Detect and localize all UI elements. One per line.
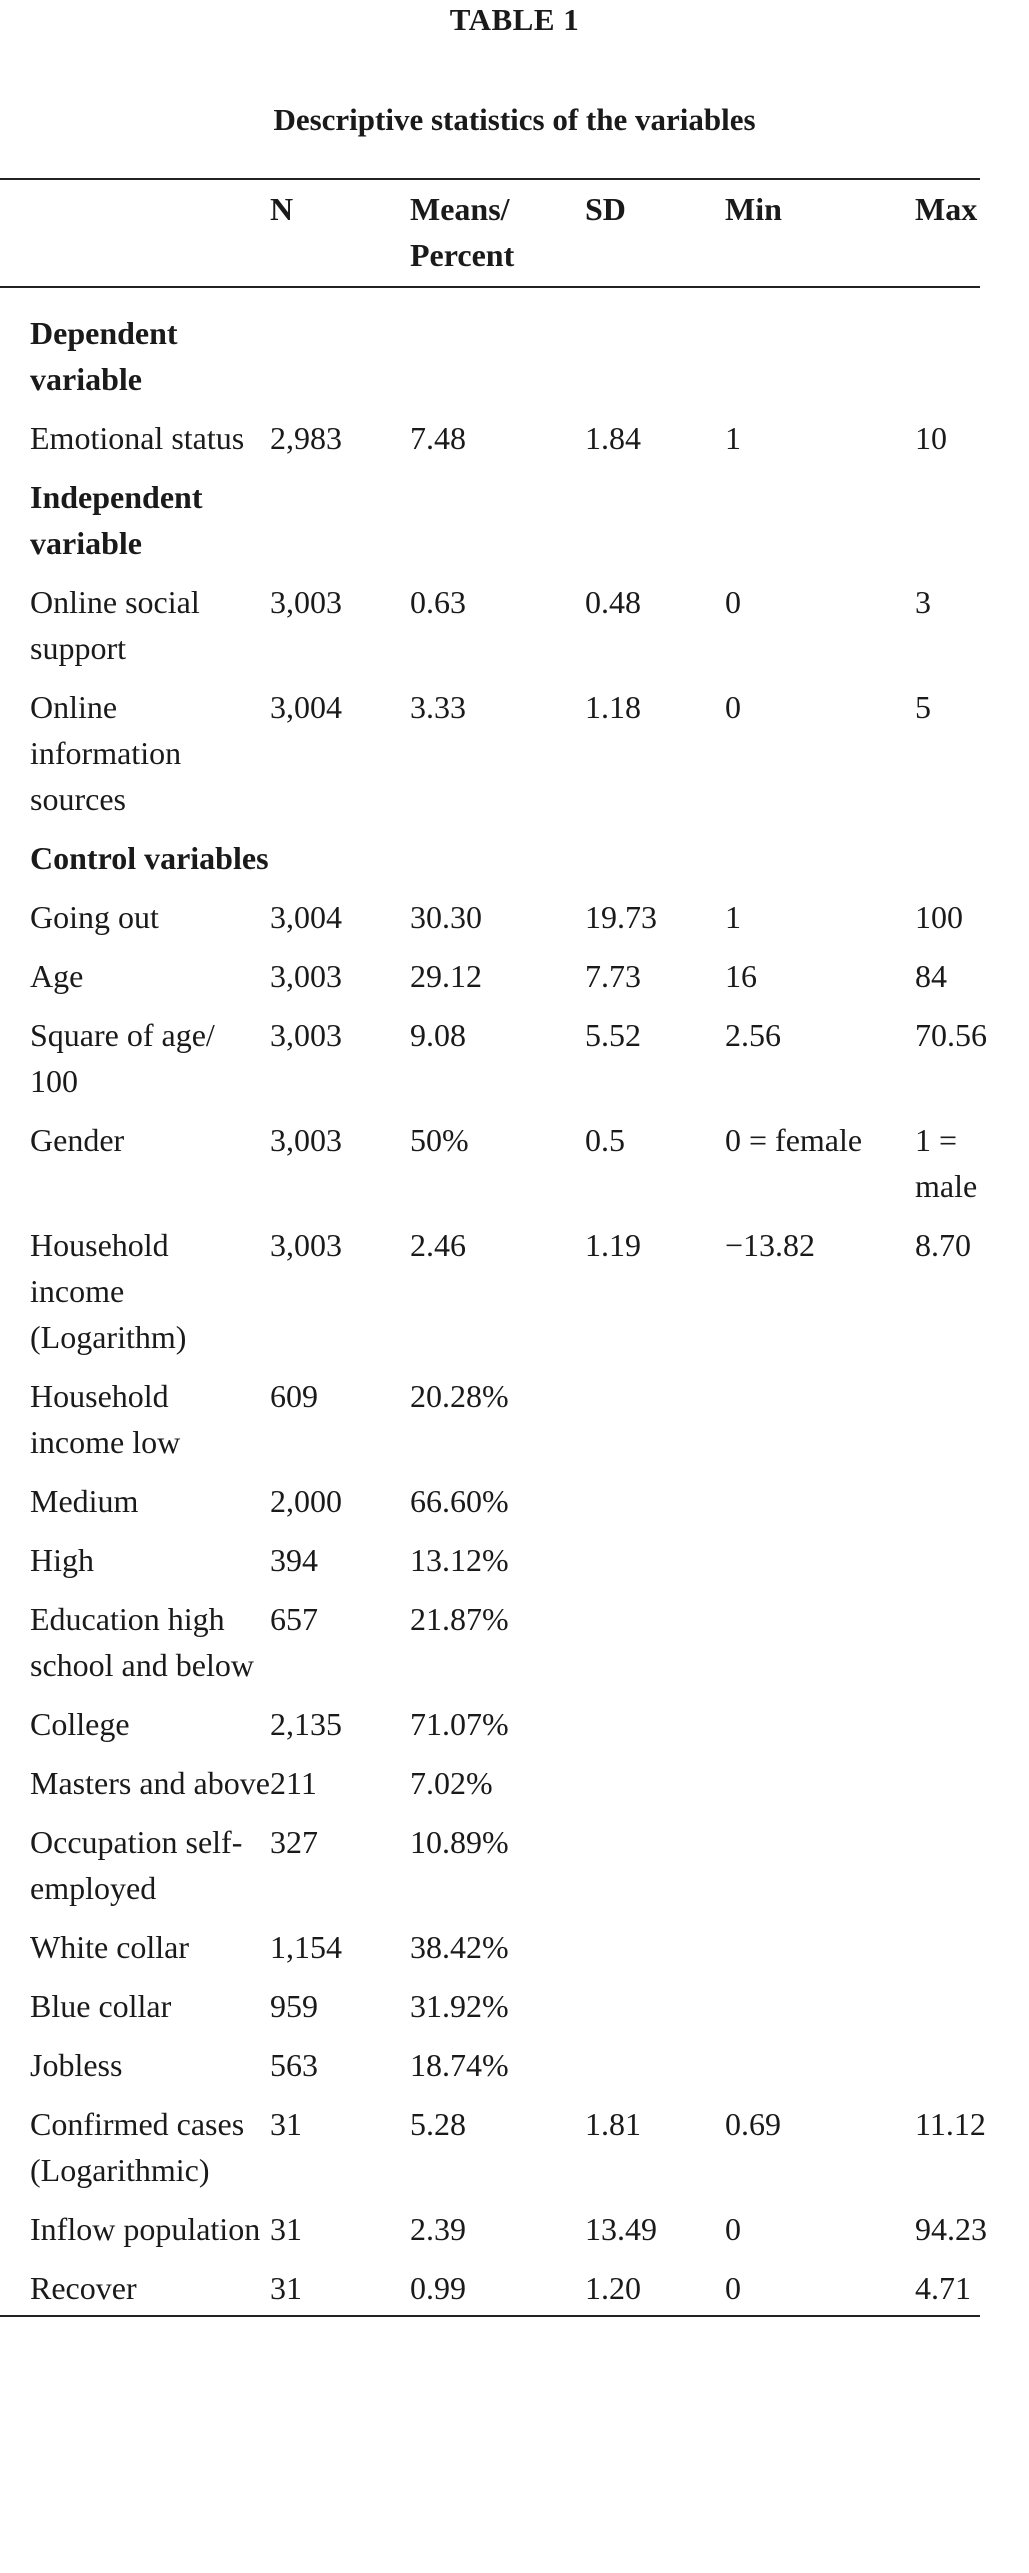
cell-n: 31 bbox=[270, 2106, 302, 2142]
cell-variable: Age bbox=[30, 958, 84, 994]
cell-max: 1 = male bbox=[915, 1122, 978, 1204]
cell-mean: 7.48 bbox=[410, 420, 466, 456]
table-row bbox=[0, 894, 980, 953]
cell-min bbox=[725, 835, 915, 894]
header-cell-n: N bbox=[270, 191, 294, 227]
cell-mean: 30.30 bbox=[410, 899, 482, 935]
cell-mean: 10.89% bbox=[410, 1824, 509, 1860]
cell-mean: 31.92% bbox=[410, 1988, 509, 2024]
section-heading: Control variables bbox=[30, 840, 269, 876]
cell-min bbox=[725, 1701, 915, 1760]
cell-min: 2.56 bbox=[725, 1017, 781, 1053]
cell-max: 84 bbox=[915, 958, 947, 994]
header-cell-variable bbox=[0, 179, 270, 287]
cell-variable: Blue collar bbox=[30, 1988, 172, 2024]
cell-variable: College bbox=[30, 1706, 130, 1742]
cell-mean: 9.08 bbox=[410, 1017, 466, 1053]
cell-max: 70.56 bbox=[915, 1017, 987, 1053]
cell-variable: Online social support bbox=[30, 584, 200, 666]
table-row bbox=[0, 2206, 980, 2265]
cell-max: 100 bbox=[915, 899, 963, 935]
cell-sd bbox=[585, 835, 725, 894]
cell-max bbox=[915, 1478, 980, 1537]
table-label: TABLE 1 bbox=[449, 2, 580, 37]
table-section-row bbox=[0, 835, 980, 894]
cell-n: 3,004 bbox=[270, 899, 342, 935]
cell-n: 3,003 bbox=[270, 958, 342, 994]
cell-n: 211 bbox=[270, 1765, 317, 1801]
cell-min: 16 bbox=[725, 958, 757, 994]
cell-sd bbox=[585, 287, 725, 415]
cell-min bbox=[725, 1819, 915, 1924]
cell-max bbox=[915, 835, 980, 894]
cell-max bbox=[915, 1983, 980, 2042]
cell-min bbox=[725, 474, 915, 579]
cell-variable: Inflow population bbox=[30, 2211, 261, 2247]
cell-mean: 66.60% bbox=[410, 1483, 509, 1519]
cell-variable: Occupation self-employed bbox=[30, 1824, 243, 1906]
cell-sd: 1.20 bbox=[585, 2270, 641, 2306]
header-cell-means: Means/ Percent bbox=[410, 191, 515, 273]
table-header-row bbox=[0, 179, 980, 287]
cell-n bbox=[270, 835, 410, 894]
cell-min: 1 bbox=[725, 420, 741, 456]
cell-min: −13.82 bbox=[725, 1227, 816, 1263]
cell-sd: 0.48 bbox=[585, 584, 641, 620]
cell-min: 0 bbox=[725, 689, 741, 725]
cell-sd bbox=[585, 1760, 725, 1819]
cell-mean: 0.63 bbox=[410, 584, 466, 620]
cell-n: 394 bbox=[270, 1542, 318, 1578]
cell-max: 5 bbox=[915, 689, 931, 725]
cell-max bbox=[915, 287, 980, 415]
cell-min: 0 bbox=[725, 2211, 741, 2247]
cell-max: 10 bbox=[915, 420, 947, 456]
cell-mean bbox=[410, 835, 585, 894]
table-row bbox=[0, 1819, 980, 1924]
cell-mean: 2.39 bbox=[410, 2211, 466, 2247]
cell-mean: 7.02% bbox=[410, 1765, 493, 1801]
section-heading: Dependent variable bbox=[30, 315, 178, 397]
cell-n: 2,000 bbox=[270, 1483, 342, 1519]
cell-sd: 13.49 bbox=[585, 2211, 657, 2247]
statistics-table bbox=[0, 178, 987, 2317]
cell-n: 1,154 bbox=[270, 1929, 342, 1965]
cell-variable: Recover bbox=[30, 2270, 137, 2306]
cell-mean bbox=[410, 474, 585, 579]
cell-min bbox=[725, 1924, 915, 1983]
cell-mean: 50% bbox=[410, 1122, 469, 1158]
cell-max bbox=[915, 1760, 980, 1819]
table-row bbox=[0, 2101, 980, 2206]
cell-min bbox=[725, 1596, 915, 1701]
cell-sd bbox=[585, 1701, 725, 1760]
cell-sd bbox=[585, 1819, 725, 1924]
header-cell-min: Min bbox=[725, 191, 782, 227]
cell-n: 2,135 bbox=[270, 1706, 342, 1742]
cell-max: 3 bbox=[915, 584, 931, 620]
cell-mean: 5.28 bbox=[410, 2106, 466, 2142]
cell-variable: Gender bbox=[30, 1122, 125, 1158]
cell-mean: 21.87% bbox=[410, 1601, 509, 1637]
cell-variable: High bbox=[30, 1542, 94, 1578]
table-row bbox=[0, 1117, 980, 1222]
cell-n: 3,003 bbox=[270, 1227, 342, 1263]
table-section-row bbox=[0, 287, 980, 415]
table-row bbox=[0, 1478, 980, 1537]
cell-sd bbox=[585, 2042, 725, 2101]
cell-min bbox=[725, 287, 915, 415]
cell-variable: Household income (Logarithm) bbox=[30, 1227, 187, 1355]
cell-max bbox=[915, 1373, 980, 1478]
cell-variable: White collar bbox=[30, 1929, 190, 1965]
cell-sd bbox=[585, 1596, 725, 1701]
cell-n: 959 bbox=[270, 1988, 318, 2024]
cell-mean: 29.12 bbox=[410, 958, 482, 994]
cell-n: 2,983 bbox=[270, 420, 342, 456]
header-cell-sd: SD bbox=[585, 191, 626, 227]
section-heading: Independent variable bbox=[30, 479, 203, 561]
table-row bbox=[0, 1701, 980, 1760]
cell-sd bbox=[585, 1478, 725, 1537]
cell-variable: Going out bbox=[30, 899, 159, 935]
table-row bbox=[0, 2042, 980, 2101]
cell-sd bbox=[585, 474, 725, 579]
table-row bbox=[0, 1760, 980, 1819]
cell-min: 0 bbox=[725, 584, 741, 620]
cell-mean bbox=[410, 287, 585, 415]
cell-sd: 0.5 bbox=[585, 1122, 625, 1158]
cell-min bbox=[725, 1373, 915, 1478]
cell-max bbox=[915, 1701, 980, 1760]
cell-sd: 7.73 bbox=[585, 958, 641, 994]
cell-max: 94.23 bbox=[915, 2211, 987, 2247]
cell-sd bbox=[585, 1537, 725, 1596]
cell-max bbox=[915, 1819, 980, 1924]
cell-mean: 71.07% bbox=[410, 1706, 509, 1742]
cell-n bbox=[270, 474, 410, 579]
table-body bbox=[0, 287, 987, 2316]
cell-sd bbox=[585, 1924, 725, 1983]
table-row bbox=[0, 1012, 980, 1117]
table-row bbox=[0, 2265, 980, 2316]
cell-mean: 3.33 bbox=[410, 689, 466, 725]
cell-sd: 1.19 bbox=[585, 1227, 641, 1263]
cell-variable: Masters and above bbox=[30, 1765, 270, 1801]
cell-mean: 2.46 bbox=[410, 1227, 466, 1263]
cell-n: 3,004 bbox=[270, 689, 342, 725]
cell-min bbox=[725, 2042, 915, 2101]
cell-variable: Square of age/ 100 bbox=[30, 1017, 215, 1099]
cell-variable: Medium bbox=[30, 1483, 139, 1519]
cell-n: 31 bbox=[270, 2211, 302, 2247]
cell-sd bbox=[585, 1373, 725, 1478]
table-row bbox=[0, 579, 980, 684]
cell-mean: 0.99 bbox=[410, 2270, 466, 2306]
cell-variable: Confirmed cases (Logarithmic) bbox=[30, 2106, 245, 2188]
cell-sd: 1.18 bbox=[585, 689, 641, 725]
table-row bbox=[0, 684, 980, 835]
cell-max: 11.12 bbox=[915, 2106, 986, 2142]
cell-max bbox=[915, 1596, 980, 1701]
cell-max bbox=[915, 1537, 980, 1596]
table-caption: Descriptive statistics of the variables bbox=[273, 102, 756, 137]
cell-mean: 18.74% bbox=[410, 2047, 509, 2083]
cell-mean: 13.12% bbox=[410, 1542, 509, 1578]
cell-min: 0 = female bbox=[725, 1122, 863, 1158]
cell-min: 0.69 bbox=[725, 2106, 781, 2142]
cell-sd: 19.73 bbox=[585, 899, 657, 935]
cell-min bbox=[725, 1760, 915, 1819]
cell-min bbox=[725, 1983, 915, 2042]
cell-mean: 38.42% bbox=[410, 1929, 509, 1965]
table-row bbox=[0, 1373, 980, 1478]
table-row bbox=[0, 953, 980, 1012]
cell-sd bbox=[585, 1983, 725, 2042]
table-row bbox=[0, 1596, 980, 1701]
cell-max bbox=[915, 1924, 980, 1983]
cell-min: 1 bbox=[725, 899, 741, 935]
cell-max: 8.70 bbox=[915, 1227, 971, 1263]
cell-max: 4.71 bbox=[915, 2270, 971, 2306]
table-row bbox=[0, 415, 980, 474]
cell-n bbox=[270, 287, 410, 415]
cell-sd: 1.81 bbox=[585, 2106, 641, 2142]
cell-variable: Emotional status bbox=[30, 420, 245, 456]
table-row bbox=[0, 1924, 980, 1983]
cell-variable: Jobless bbox=[30, 2047, 123, 2083]
cell-n: 609 bbox=[270, 1378, 318, 1414]
cell-variable: Online information sources bbox=[30, 689, 182, 817]
cell-n: 327 bbox=[270, 1824, 318, 1860]
cell-n: 563 bbox=[270, 2047, 318, 2083]
cell-max bbox=[915, 474, 980, 579]
cell-n: 3,003 bbox=[270, 1017, 342, 1053]
cell-sd: 5.52 bbox=[585, 1017, 641, 1053]
cell-max bbox=[915, 2042, 980, 2101]
cell-n: 3,003 bbox=[270, 1122, 342, 1158]
cell-n: 3,003 bbox=[270, 584, 342, 620]
table-row bbox=[0, 1537, 980, 1596]
cell-min bbox=[725, 1537, 915, 1596]
table-section-row bbox=[0, 474, 980, 579]
cell-variable: Household income low bbox=[30, 1378, 181, 1460]
table-row bbox=[0, 1222, 980, 1373]
cell-mean: 20.28% bbox=[410, 1378, 509, 1414]
table-row bbox=[0, 1983, 980, 2042]
cell-min bbox=[725, 1478, 915, 1537]
cell-n: 31 bbox=[270, 2270, 302, 2306]
cell-n: 657 bbox=[270, 1601, 318, 1637]
cell-sd: 1.84 bbox=[585, 420, 641, 456]
header-cell-max: Max bbox=[915, 191, 978, 227]
cell-min: 0 bbox=[725, 2270, 741, 2306]
cell-variable: Education high school and below bbox=[30, 1601, 254, 1683]
